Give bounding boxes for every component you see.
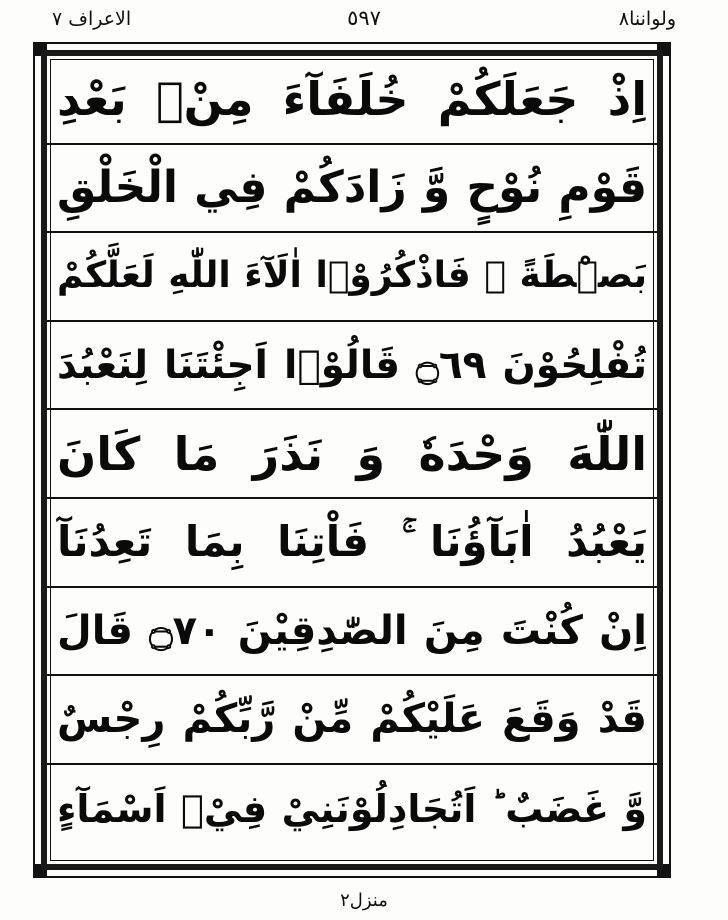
verse-line [47,233,657,322]
verse-text: وَّ غَضَبٌ ؕ اَتُجَادِلُوْنَنِيْ فِيْۤ اَسْمَآءٍ [57,787,647,832]
page-number: ٥٩٧ [347,6,381,30]
verse-text: اِنْ كُنْتَ مِنَ الصّٰدِقِيْنَ ۝٧٠ قَالَ [57,607,647,654]
verse-line [47,499,657,588]
verse-text: تُفْلِحُوْنَ ۝٦٩ قَالُوْۤا اَجِئْتَنَا لِنَعْبُدَ [57,342,648,388]
page-frame [33,42,671,878]
verse-line [47,588,657,677]
verse-text: بَصْۜطَةً ۚ فَاذْكُرُوْۤا اٰلَآءَ اللّٰهِ لَعَلَّكُمْ [57,255,647,297]
verse-text: اِذْ جَعَلَكُمْ خُلَفَآءَ مِنْۢ بَعْدِ [57,72,647,127]
verse-line [47,765,657,854]
juz-name: ولواننا٨ [618,8,676,30]
verse-line [47,410,657,499]
verse-text: اللّٰهَ وَحْدَهٗ وَ نَذَرَ مَا كَانَ [57,426,647,481]
manzil-label: منزل٢ [340,890,388,911]
verse-line [47,322,657,411]
verse-line [47,56,657,145]
verse-text: قَوْمِ نُوْحٍ وَّ زَادَكُمْ فِي الْخَلْقِ [57,161,647,213]
verse-text: يَعْبُدُ اٰبَآؤُنَا ۚ فَاْتِنَا بِمَا تَعِدُنَآ [57,517,647,567]
verse-line [47,676,657,765]
verse-line [47,145,657,234]
page-header [0,0,728,38]
verse-text: قَدْ وَقَعَ عَلَيْكُمْ مِّنْ رَّبِّكُمْ رِجْسٌ [57,696,647,743]
surah-name: الاعراف ٧ [52,8,132,30]
verse-lines [47,56,657,864]
